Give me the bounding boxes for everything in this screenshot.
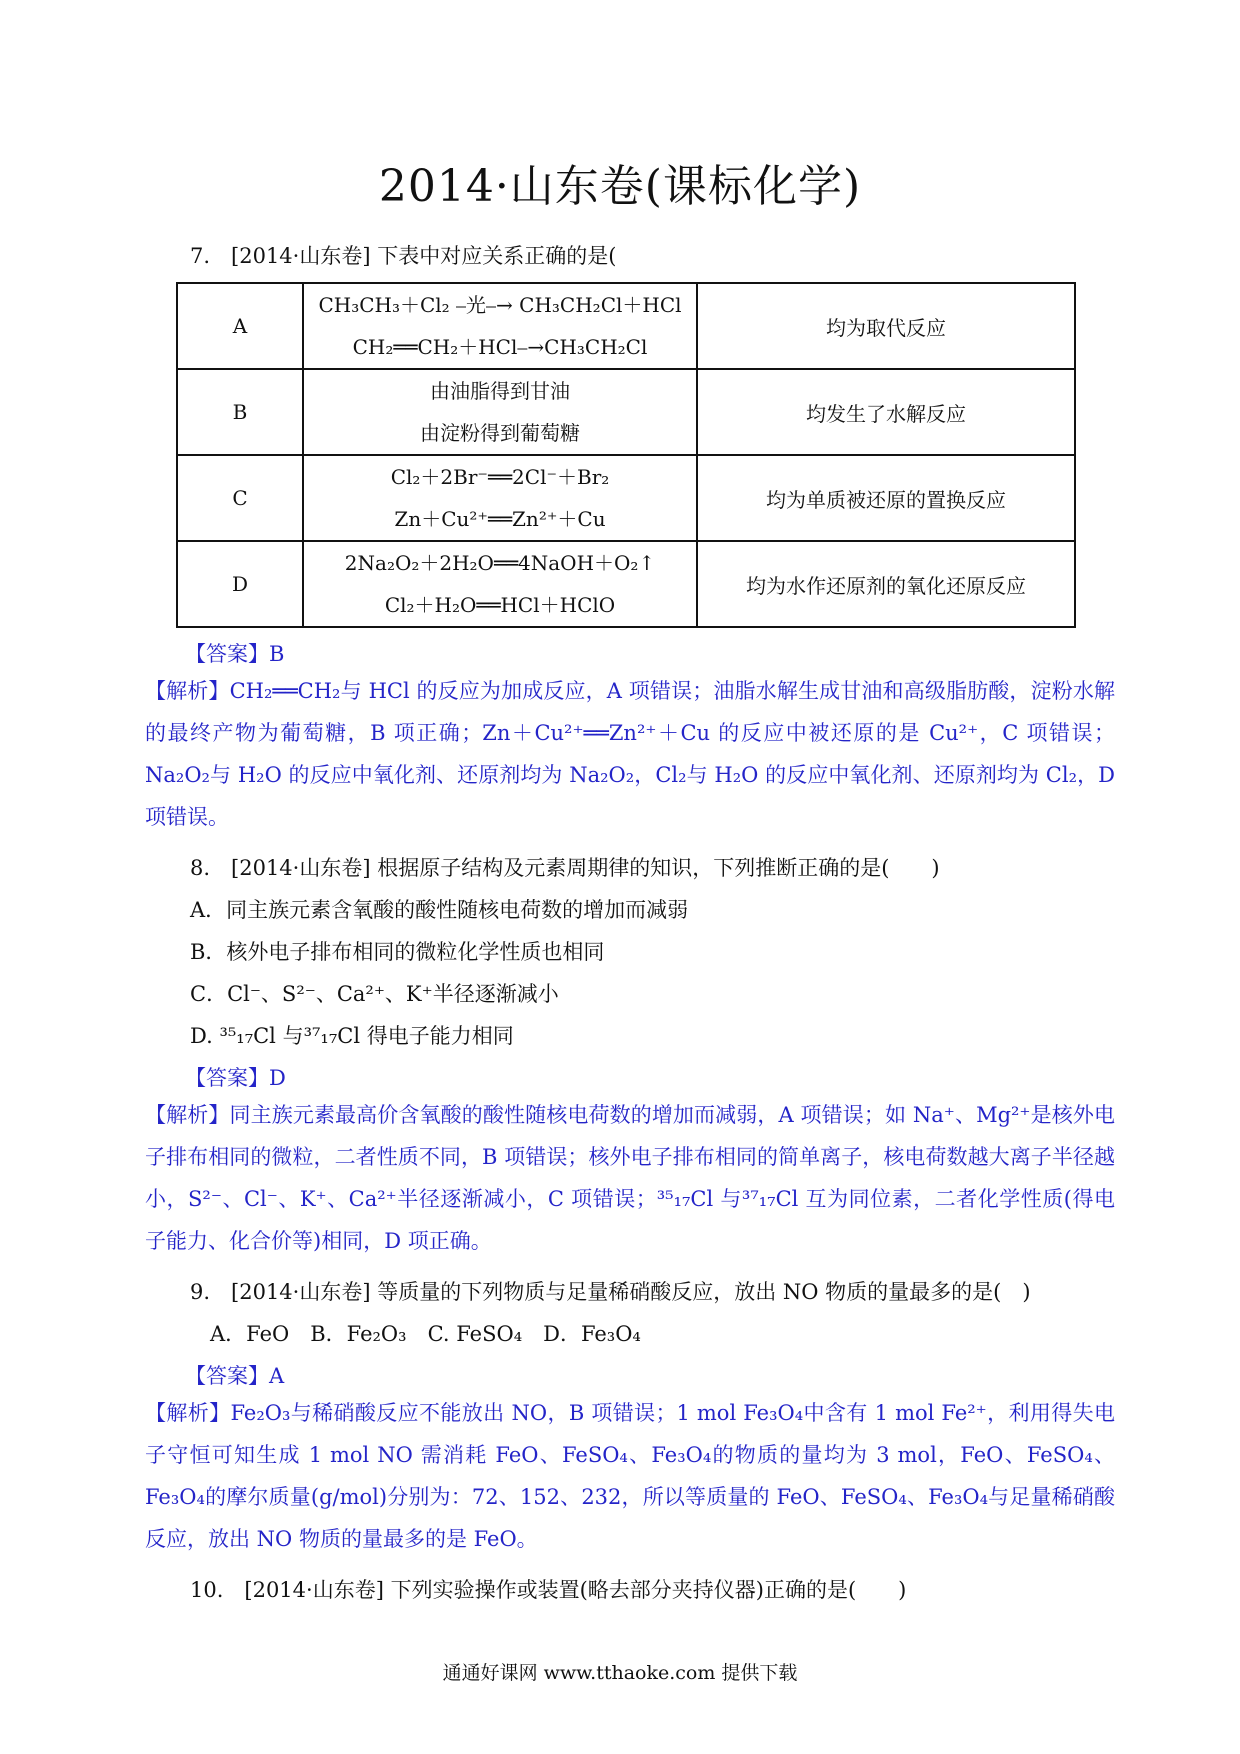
question-8-option-c: C．Cl⁻、S²⁻、Ca²⁺、K⁺半径逐渐减小 <box>190 982 559 1006</box>
row-equations <box>303 455 697 541</box>
question-8-option-b: B．核外电子排布相同的微粒化学性质也相同 <box>190 940 605 964</box>
equation-line: 由油脂得到甘油 <box>430 379 570 403</box>
equation-line: Cl₂＋2Br⁻══2Cl⁻＋Br₂ <box>390 465 610 489</box>
row-description: 均为水作还原剂的氧化还原反应 <box>697 541 1075 627</box>
question-9-answer: 【答案】A <box>185 1364 285 1388</box>
row-description: 均为取代反应 <box>697 283 1075 369</box>
table-row <box>177 369 1075 455</box>
equation-line: Cl₂＋H₂O══HCl＋HClO <box>384 593 616 617</box>
question-8-stem: 8. [2014·山东卷] 根据原子结构及元素周期律的知识，下列推断正确的是( ) <box>190 856 940 880</box>
question-7-answer: 【答案】B <box>185 642 285 666</box>
question-7-stem: 7. [2014·山东卷] 下表中对应关系正确的是( <box>190 244 617 268</box>
question-7-explanation: 【解析】CH₂══CH₂与 HCl 的反应为加成反应，A 项错误；油脂水解生成甘油和高级脂肪酸，淀粉水解的最终产物为葡萄糖，B 项正确；Zn＋Cu²⁺══Zn²⁺＋Cu 的反应中被还原的是 Cu²⁺，C 项错误；Na₂O₂与 H₂O 的反应中氧化剂、还原剂均为 Na₂O₂，Cl₂与 H₂O 的反应中氧化剂、还原剂均为 Cl₂，D 项错误。 <box>145 679 1115 829</box>
page-footer: 通通好课网 www.tthaoke.com 提供下载 <box>442 1662 798 1684</box>
row-letter: D <box>177 541 303 627</box>
row-description: 均发生了水解反应 <box>697 369 1075 455</box>
question-8-explanation: 【解析】同主族元素最高价含氧酸的酸性随核电荷数的增加而减弱，A 项错误；如 Na⁺、Mg²⁺是核外电子排布相同的微粒，二者性质不同，B 项错误；核外电子排布相同的简单离子，核电荷数越大离子半径越小，S²⁻、Cl⁻、K⁺、Ca²⁺半径逐渐减小，C 项错误；³⁵₁₇Cl 与³⁷₁₇Cl 互为同位素，二者化学性质(得电子能力、化合价等)相同，D 项正确。 <box>145 1103 1115 1253</box>
question-7-table <box>176 282 1076 628</box>
question-10-stem: 10. [2014·山东卷] 下列实验操作或装置(略去部分夹持仪器)正确的是( ) <box>190 1578 907 1602</box>
page-title: 2014·山东卷(课标化学) <box>378 161 862 212</box>
equation-line: CH₃CH₃＋Cl₂ ⎯光⎯→ CH₃CH₂Cl＋HCl <box>318 293 682 317</box>
table-row <box>177 541 1075 627</box>
table-row <box>177 283 1075 369</box>
table-row <box>177 455 1075 541</box>
equation-line: CH₂══CH₂＋HCl⎯→CH₃CH₂Cl <box>352 335 648 359</box>
question-9-options: A．FeO B．Fe₂O₃ C. FeSO₄ D．Fe₃O₄ <box>210 1322 641 1346</box>
row-letter: A <box>177 283 303 369</box>
row-letter: B <box>177 369 303 455</box>
row-equations <box>303 283 697 369</box>
question-8-option-a: A．同主族元素含氧酸的酸性随核电荷数的增加而减弱 <box>190 898 689 922</box>
question-9-stem: 9. [2014·山东卷] 等质量的下列物质与足量稀硝酸反应，放出 NO 物质的量最多的是( ) <box>190 1280 1031 1304</box>
row-description: 均为单质被还原的置换反应 <box>697 455 1075 541</box>
row-equations <box>303 369 697 455</box>
question-8-option-d: D. ³⁵₁₇Cl 与³⁷₁₇Cl 得电子能力相同 <box>190 1024 514 1048</box>
row-letter: C <box>177 455 303 541</box>
equation-line: 由淀粉得到葡萄糖 <box>420 421 580 445</box>
equation-line: Zn＋Cu²⁺══Zn²⁺＋Cu <box>394 507 606 531</box>
question-8-answer: 【答案】D <box>185 1066 286 1090</box>
question-9-explanation: 【解析】Fe₂O₃与稀硝酸反应不能放出 NO，B 项错误；1 mol Fe₃O₄中含有 1 mol Fe²⁺，利用得失电子守恒可知生成 1 mol NO 需消耗 FeO、FeSO₄、Fe₃O₄的物质的量均为 3 mol，FeO、FeSO₄、Fe₃O₄的摩尔质量(g/mol)分别为：72、152、232，所以等质量的 FeO、FeSO₄、Fe₃O₄与足量稀硝酸反应，放出 NO 物质的量最多的是 FeO。 <box>145 1401 1115 1551</box>
row-equations <box>303 541 697 627</box>
equation-line: 2Na₂O₂＋2H₂O══4NaOH＋O₂↑ <box>344 551 656 575</box>
